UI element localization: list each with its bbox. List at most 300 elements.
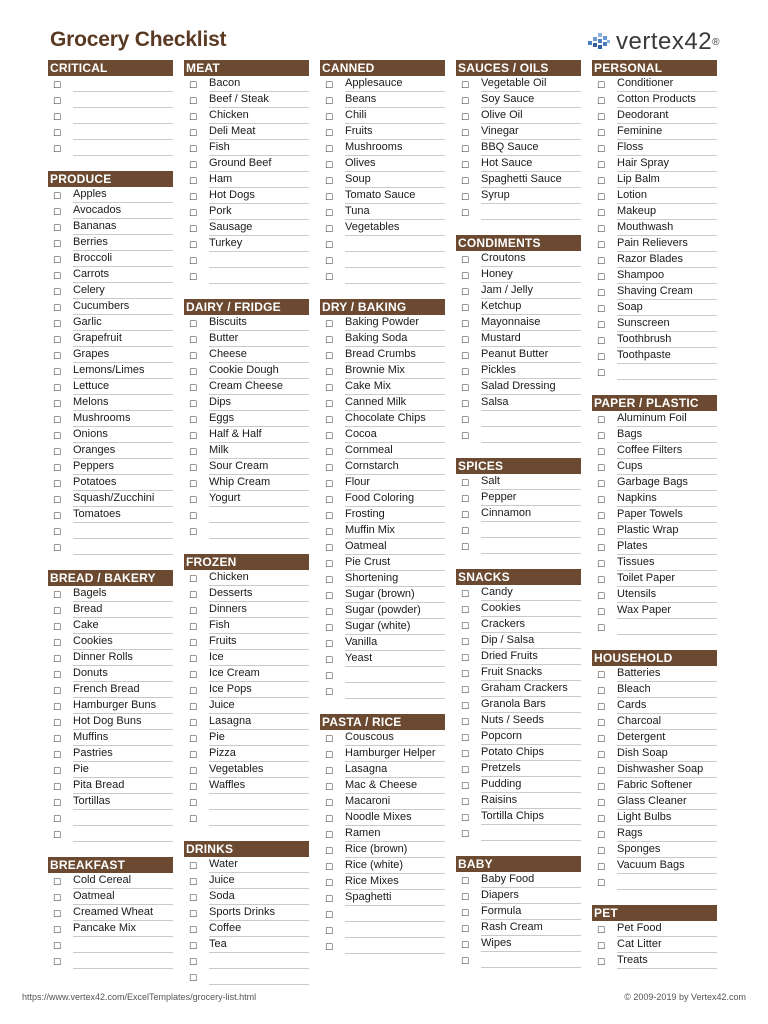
checklist-item[interactable] (592, 523, 717, 539)
checklist-item[interactable] (184, 698, 309, 714)
checklist-item[interactable] (320, 411, 445, 427)
checkbox-icon[interactable]: ☐ (461, 765, 470, 775)
checkbox-icon[interactable]: ☐ (597, 607, 606, 617)
checklist-item[interactable] (48, 235, 173, 251)
checkbox-icon[interactable]: ☐ (325, 272, 334, 282)
checklist-item[interactable] (184, 347, 309, 363)
checklist-item[interactable] (48, 650, 173, 666)
checkbox-icon[interactable]: ☐ (189, 527, 198, 537)
checklist-item[interactable] (320, 587, 445, 603)
checklist-item[interactable] (184, 491, 309, 507)
checklist-item[interactable] (48, 108, 173, 124)
checklist-item[interactable] (320, 635, 445, 651)
checklist-item[interactable] (456, 92, 581, 108)
checkbox-icon[interactable]: ☐ (461, 829, 470, 839)
checkbox-icon[interactable]: ☐ (461, 367, 470, 377)
checklist-item[interactable] (592, 76, 717, 92)
checkbox-icon[interactable]: ☐ (597, 112, 606, 122)
checkbox-icon[interactable]: ☐ (53, 606, 62, 616)
checklist-item[interactable] (456, 522, 581, 538)
checkbox-icon[interactable]: ☐ (461, 733, 470, 743)
checklist-item[interactable] (456, 825, 581, 841)
checkbox-icon[interactable]: ☐ (325, 687, 334, 697)
checkbox-icon[interactable]: ☐ (597, 591, 606, 601)
checkbox-icon[interactable]: ☐ (325, 543, 334, 553)
checklist-item[interactable] (48, 124, 173, 140)
checklist-item[interactable] (48, 76, 173, 92)
checkbox-icon[interactable]: ☐ (325, 256, 334, 266)
checkbox-icon[interactable]: ☐ (597, 288, 606, 298)
checkbox-icon[interactable]: ☐ (53, 112, 62, 122)
checklist-item[interactable] (48, 634, 173, 650)
checklist-item[interactable] (456, 809, 581, 825)
checkbox-icon[interactable]: ☐ (53, 670, 62, 680)
checklist-item[interactable] (184, 188, 309, 204)
checklist-item[interactable] (592, 108, 717, 124)
checkbox-icon[interactable]: ☐ (461, 494, 470, 504)
checkbox-icon[interactable]: ☐ (461, 208, 470, 218)
checklist-item[interactable] (320, 108, 445, 124)
checkbox-icon[interactable]: ☐ (189, 638, 198, 648)
checklist-item[interactable] (184, 650, 309, 666)
checkbox-icon[interactable]: ☐ (53, 734, 62, 744)
checkbox-icon[interactable]: ☐ (325, 415, 334, 425)
checklist-item[interactable] (184, 252, 309, 268)
checkbox-icon[interactable]: ☐ (325, 224, 334, 234)
checklist-item[interactable] (320, 491, 445, 507)
checkbox-icon[interactable]: ☐ (189, 96, 198, 106)
checkbox-icon[interactable]: ☐ (189, 702, 198, 712)
checklist-item[interactable] (184, 937, 309, 953)
checkbox-icon[interactable]: ☐ (189, 861, 198, 871)
checklist-item[interactable] (184, 570, 309, 586)
checklist-item[interactable] (184, 746, 309, 762)
checklist-item[interactable] (48, 873, 173, 889)
checklist-item[interactable] (592, 348, 717, 364)
checkbox-icon[interactable]: ☐ (325, 319, 334, 329)
checkbox-icon[interactable]: ☐ (461, 96, 470, 106)
checkbox-icon[interactable]: ☐ (325, 607, 334, 617)
checklist-item[interactable] (320, 76, 445, 92)
checklist-item[interactable] (320, 906, 445, 922)
checkbox-icon[interactable]: ☐ (325, 782, 334, 792)
checkbox-icon[interactable]: ☐ (597, 670, 606, 680)
checkbox-icon[interactable]: ☐ (461, 876, 470, 886)
checklist-item[interactable] (48, 921, 173, 937)
checklist-item[interactable] (456, 745, 581, 761)
checklist-item[interactable] (320, 810, 445, 826)
checklist-item[interactable] (456, 363, 581, 379)
checkbox-icon[interactable]: ☐ (53, 702, 62, 712)
checklist-item[interactable] (592, 411, 717, 427)
checklist-item[interactable] (184, 586, 309, 602)
checklist-item[interactable] (320, 603, 445, 619)
checklist-item[interactable] (48, 507, 173, 523)
checklist-item[interactable] (48, 315, 173, 331)
checkbox-icon[interactable]: ☐ (325, 671, 334, 681)
checkbox-icon[interactable]: ☐ (53, 750, 62, 760)
checklist-item[interactable] (320, 507, 445, 523)
checklist-item[interactable] (48, 905, 173, 921)
checklist-item[interactable] (48, 187, 173, 203)
checkbox-icon[interactable]: ☐ (325, 655, 334, 665)
checklist-item[interactable] (456, 347, 581, 363)
checklist-item[interactable] (592, 714, 717, 730)
checkbox-icon[interactable]: ☐ (597, 240, 606, 250)
checklist-item[interactable] (48, 539, 173, 555)
checkbox-icon[interactable]: ☐ (325, 846, 334, 856)
checkbox-icon[interactable]: ☐ (325, 479, 334, 489)
checkbox-icon[interactable]: ☐ (325, 367, 334, 377)
checkbox-icon[interactable]: ☐ (53, 543, 62, 553)
checklist-item[interactable] (456, 777, 581, 793)
checklist-item[interactable] (592, 92, 717, 108)
checkbox-icon[interactable]: ☐ (325, 399, 334, 409)
checkbox-icon[interactable]: ☐ (53, 718, 62, 728)
checkbox-icon[interactable]: ☐ (597, 304, 606, 314)
checkbox-icon[interactable]: ☐ (325, 750, 334, 760)
checkbox-icon[interactable]: ☐ (597, 830, 606, 840)
checklist-item[interactable] (592, 953, 717, 969)
checkbox-icon[interactable]: ☐ (597, 734, 606, 744)
checkbox-icon[interactable]: ☐ (461, 526, 470, 536)
checkbox-icon[interactable]: ☐ (189, 367, 198, 377)
checklist-item[interactable] (48, 219, 173, 235)
checkbox-icon[interactable]: ☐ (189, 383, 198, 393)
checkbox-icon[interactable]: ☐ (325, 495, 334, 505)
checklist-item[interactable] (456, 299, 581, 315)
checklist-item[interactable] (456, 490, 581, 506)
checklist-item[interactable] (48, 810, 173, 826)
checklist-item[interactable] (592, 921, 717, 937)
checkbox-icon[interactable]: ☐ (53, 239, 62, 249)
checklist-item[interactable] (320, 315, 445, 331)
checkbox-icon[interactable]: ☐ (53, 128, 62, 138)
checklist-item[interactable] (456, 713, 581, 729)
checkbox-icon[interactable]: ☐ (325, 591, 334, 601)
checklist-item[interactable] (48, 794, 173, 810)
checklist-item[interactable] (48, 889, 173, 905)
checkbox-icon[interactable]: ☐ (53, 893, 62, 903)
checklist-item[interactable] (592, 507, 717, 523)
checkbox-icon[interactable]: ☐ (53, 351, 62, 361)
checkbox-icon[interactable]: ☐ (597, 702, 606, 712)
checkbox-icon[interactable]: ☐ (189, 415, 198, 425)
checklist-item[interactable] (592, 730, 717, 746)
checkbox-icon[interactable]: ☐ (189, 957, 198, 967)
checkbox-icon[interactable]: ☐ (597, 495, 606, 505)
checkbox-icon[interactable]: ☐ (461, 271, 470, 281)
checklist-item[interactable] (320, 236, 445, 252)
checklist-item[interactable] (320, 842, 445, 858)
checklist-item[interactable] (592, 268, 717, 284)
checkbox-icon[interactable]: ☐ (53, 527, 62, 537)
checklist-item[interactable] (592, 300, 717, 316)
checklist-item[interactable] (320, 555, 445, 571)
checklist-item[interactable] (184, 220, 309, 236)
checklist-item[interactable] (456, 872, 581, 888)
checklist-item[interactable] (320, 874, 445, 890)
checklist-item[interactable] (592, 475, 717, 491)
checklist-item[interactable] (48, 937, 173, 953)
checkbox-icon[interactable]: ☐ (189, 718, 198, 728)
checkbox-icon[interactable]: ☐ (189, 112, 198, 122)
checkbox-icon[interactable]: ☐ (325, 431, 334, 441)
checkbox-icon[interactable]: ☐ (325, 575, 334, 585)
checkbox-icon[interactable]: ☐ (53, 303, 62, 313)
checklist-item[interactable] (456, 204, 581, 220)
checklist-item[interactable] (592, 459, 717, 475)
checklist-item[interactable] (320, 826, 445, 842)
checkbox-icon[interactable]: ☐ (325, 623, 334, 633)
checklist-item[interactable] (592, 603, 717, 619)
checklist-item[interactable] (456, 188, 581, 204)
checkbox-icon[interactable]: ☐ (325, 383, 334, 393)
checklist-item[interactable] (184, 794, 309, 810)
checkbox-icon[interactable]: ☐ (53, 80, 62, 90)
checklist-item[interactable] (456, 617, 581, 633)
checkbox-icon[interactable]: ☐ (325, 96, 334, 106)
checkbox-icon[interactable]: ☐ (189, 941, 198, 951)
checklist-item[interactable] (592, 156, 717, 172)
checklist-item[interactable] (48, 443, 173, 459)
checkbox-icon[interactable]: ☐ (189, 256, 198, 266)
checkbox-icon[interactable]: ☐ (461, 128, 470, 138)
checklist-item[interactable] (592, 587, 717, 603)
checkbox-icon[interactable]: ☐ (325, 80, 334, 90)
checklist-item[interactable] (592, 236, 717, 252)
checkbox-icon[interactable]: ☐ (597, 463, 606, 473)
checklist-item[interactable] (184, 204, 309, 220)
checkbox-icon[interactable]: ☐ (461, 940, 470, 950)
checkbox-icon[interactable]: ☐ (53, 479, 62, 489)
checkbox-icon[interactable]: ☐ (53, 622, 62, 632)
checkbox-icon[interactable]: ☐ (189, 351, 198, 361)
checkbox-icon[interactable]: ☐ (189, 447, 198, 457)
checkbox-icon[interactable]: ☐ (597, 447, 606, 457)
checklist-item[interactable] (320, 172, 445, 188)
checkbox-icon[interactable]: ☐ (461, 144, 470, 154)
checklist-item[interactable] (456, 585, 581, 601)
checklist-item[interactable] (320, 762, 445, 778)
checkbox-icon[interactable]: ☐ (325, 814, 334, 824)
checkbox-icon[interactable]: ☐ (325, 878, 334, 888)
checklist-item[interactable] (320, 268, 445, 284)
checkbox-icon[interactable]: ☐ (325, 766, 334, 776)
checklist-item[interactable] (320, 890, 445, 906)
checkbox-icon[interactable]: ☐ (461, 319, 470, 329)
checkbox-icon[interactable]: ☐ (53, 686, 62, 696)
checklist-item[interactable] (184, 92, 309, 108)
checklist-item[interactable] (592, 252, 717, 268)
checklist-item[interactable] (320, 858, 445, 874)
checklist-item[interactable] (320, 252, 445, 268)
checkbox-icon[interactable]: ☐ (189, 925, 198, 935)
checklist-item[interactable] (592, 571, 717, 587)
checklist-item[interactable] (456, 331, 581, 347)
checklist-item[interactable] (48, 411, 173, 427)
checkbox-icon[interactable]: ☐ (597, 798, 606, 808)
checklist-item[interactable] (592, 284, 717, 300)
checklist-item[interactable] (592, 842, 717, 858)
checklist-item[interactable] (48, 203, 173, 219)
checkbox-icon[interactable]: ☐ (53, 590, 62, 600)
checkbox-icon[interactable]: ☐ (597, 957, 606, 967)
checklist-item[interactable] (456, 601, 581, 617)
checkbox-icon[interactable]: ☐ (461, 956, 470, 966)
checkbox-icon[interactable]: ☐ (597, 750, 606, 760)
checklist-item[interactable] (320, 651, 445, 667)
checkbox-icon[interactable]: ☐ (461, 160, 470, 170)
checklist-item[interactable] (48, 363, 173, 379)
checkbox-icon[interactable]: ☐ (53, 287, 62, 297)
checkbox-icon[interactable]: ☐ (53, 957, 62, 967)
checkbox-icon[interactable]: ☐ (461, 924, 470, 934)
checkbox-icon[interactable]: ☐ (461, 510, 470, 520)
checklist-item[interactable] (184, 427, 309, 443)
checkbox-icon[interactable]: ☐ (189, 192, 198, 202)
checkbox-icon[interactable]: ☐ (189, 798, 198, 808)
checkbox-icon[interactable]: ☐ (325, 527, 334, 537)
checkbox-icon[interactable]: ☐ (597, 862, 606, 872)
checklist-item[interactable] (48, 395, 173, 411)
checklist-item[interactable] (592, 172, 717, 188)
checkbox-icon[interactable]: ☐ (597, 80, 606, 90)
checkbox-icon[interactable]: ☐ (461, 351, 470, 361)
checkbox-icon[interactable]: ☐ (189, 128, 198, 138)
checkbox-icon[interactable]: ☐ (53, 798, 62, 808)
checklist-item[interactable] (320, 667, 445, 683)
checklist-item[interactable] (184, 682, 309, 698)
checklist-item[interactable] (320, 140, 445, 156)
checklist-item[interactable] (48, 251, 173, 267)
checkbox-icon[interactable]: ☐ (189, 734, 198, 744)
checkbox-icon[interactable]: ☐ (597, 718, 606, 728)
checklist-item[interactable] (592, 124, 717, 140)
checklist-item[interactable] (184, 714, 309, 730)
checklist-item[interactable] (320, 571, 445, 587)
checklist-item[interactable] (456, 474, 581, 490)
checkbox-icon[interactable]: ☐ (53, 447, 62, 457)
checkbox-icon[interactable]: ☐ (597, 128, 606, 138)
checkbox-icon[interactable]: ☐ (53, 144, 62, 154)
checkbox-icon[interactable]: ☐ (597, 256, 606, 266)
checklist-item[interactable] (184, 124, 309, 140)
checklist-item[interactable] (48, 730, 173, 746)
checkbox-icon[interactable]: ☐ (461, 176, 470, 186)
checkbox-icon[interactable]: ☐ (189, 590, 198, 600)
checklist-item[interactable] (184, 507, 309, 523)
checklist-item[interactable] (592, 491, 717, 507)
checkbox-icon[interactable]: ☐ (189, 654, 198, 664)
checklist-item[interactable] (48, 331, 173, 347)
checkbox-icon[interactable]: ☐ (189, 160, 198, 170)
checkbox-icon[interactable]: ☐ (53, 319, 62, 329)
checkbox-icon[interactable]: ☐ (461, 478, 470, 488)
checklist-item[interactable] (456, 172, 581, 188)
checklist-item[interactable] (592, 619, 717, 635)
checklist-item[interactable] (320, 778, 445, 794)
checkbox-icon[interactable]: ☐ (189, 750, 198, 760)
checkbox-icon[interactable]: ☐ (597, 559, 606, 569)
checkbox-icon[interactable]: ☐ (461, 685, 470, 695)
checklist-item[interactable] (48, 826, 173, 842)
checkbox-icon[interactable]: ☐ (53, 431, 62, 441)
checklist-item[interactable] (48, 586, 173, 602)
checkbox-icon[interactable]: ☐ (189, 782, 198, 792)
checklist-item[interactable] (48, 475, 173, 491)
checkbox-icon[interactable]: ☐ (597, 320, 606, 330)
checklist-item[interactable] (320, 922, 445, 938)
checklist-item[interactable] (184, 108, 309, 124)
checklist-item[interactable] (184, 523, 309, 539)
checklist-item[interactable] (320, 331, 445, 347)
checklist-item[interactable] (48, 299, 173, 315)
checkbox-icon[interactable]: ☐ (53, 830, 62, 840)
checklist-item[interactable] (48, 602, 173, 618)
checklist-item[interactable] (184, 618, 309, 634)
checklist-item[interactable] (184, 140, 309, 156)
checkbox-icon[interactable]: ☐ (325, 830, 334, 840)
checklist-item[interactable] (456, 697, 581, 713)
checkbox-icon[interactable]: ☐ (325, 559, 334, 569)
checklist-item[interactable] (320, 683, 445, 699)
checkbox-icon[interactable]: ☐ (461, 637, 470, 647)
checkbox-icon[interactable]: ☐ (597, 686, 606, 696)
checklist-item[interactable] (320, 156, 445, 172)
checklist-item[interactable] (48, 92, 173, 108)
checklist-item[interactable] (456, 920, 581, 936)
checkbox-icon[interactable]: ☐ (325, 798, 334, 808)
checkbox-icon[interactable]: ☐ (325, 144, 334, 154)
checkbox-icon[interactable]: ☐ (53, 782, 62, 792)
checklist-item[interactable] (592, 666, 717, 682)
checklist-item[interactable] (592, 794, 717, 810)
checklist-item[interactable] (184, 730, 309, 746)
checkbox-icon[interactable]: ☐ (461, 415, 470, 425)
checklist-item[interactable] (48, 427, 173, 443)
checklist-item[interactable] (592, 858, 717, 874)
checkbox-icon[interactable]: ☐ (189, 766, 198, 776)
checkbox-icon[interactable]: ☐ (53, 814, 62, 824)
checkbox-icon[interactable]: ☐ (461, 797, 470, 807)
checklist-item[interactable] (320, 938, 445, 954)
checkbox-icon[interactable]: ☐ (325, 862, 334, 872)
checklist-item[interactable] (592, 140, 717, 156)
checkbox-icon[interactable]: ☐ (597, 527, 606, 537)
checklist-item[interactable] (184, 411, 309, 427)
checkbox-icon[interactable]: ☐ (53, 909, 62, 919)
checklist-item[interactable] (184, 395, 309, 411)
checklist-item[interactable] (592, 332, 717, 348)
checklist-item[interactable] (320, 204, 445, 220)
checkbox-icon[interactable]: ☐ (597, 224, 606, 234)
checkbox-icon[interactable]: ☐ (189, 973, 198, 983)
checklist-item[interactable] (592, 443, 717, 459)
checkbox-icon[interactable]: ☐ (189, 399, 198, 409)
checkbox-icon[interactable]: ☐ (189, 606, 198, 616)
checklist-item[interactable] (456, 395, 581, 411)
checkbox-icon[interactable]: ☐ (189, 463, 198, 473)
checkbox-icon[interactable]: ☐ (325, 926, 334, 936)
checklist-item[interactable] (592, 698, 717, 714)
checklist-item[interactable] (48, 523, 173, 539)
checklist-item[interactable] (456, 538, 581, 554)
checklist-item[interactable] (456, 633, 581, 649)
checkbox-icon[interactable]: ☐ (53, 223, 62, 233)
checklist-item[interactable] (456, 665, 581, 681)
checkbox-icon[interactable]: ☐ (597, 272, 606, 282)
